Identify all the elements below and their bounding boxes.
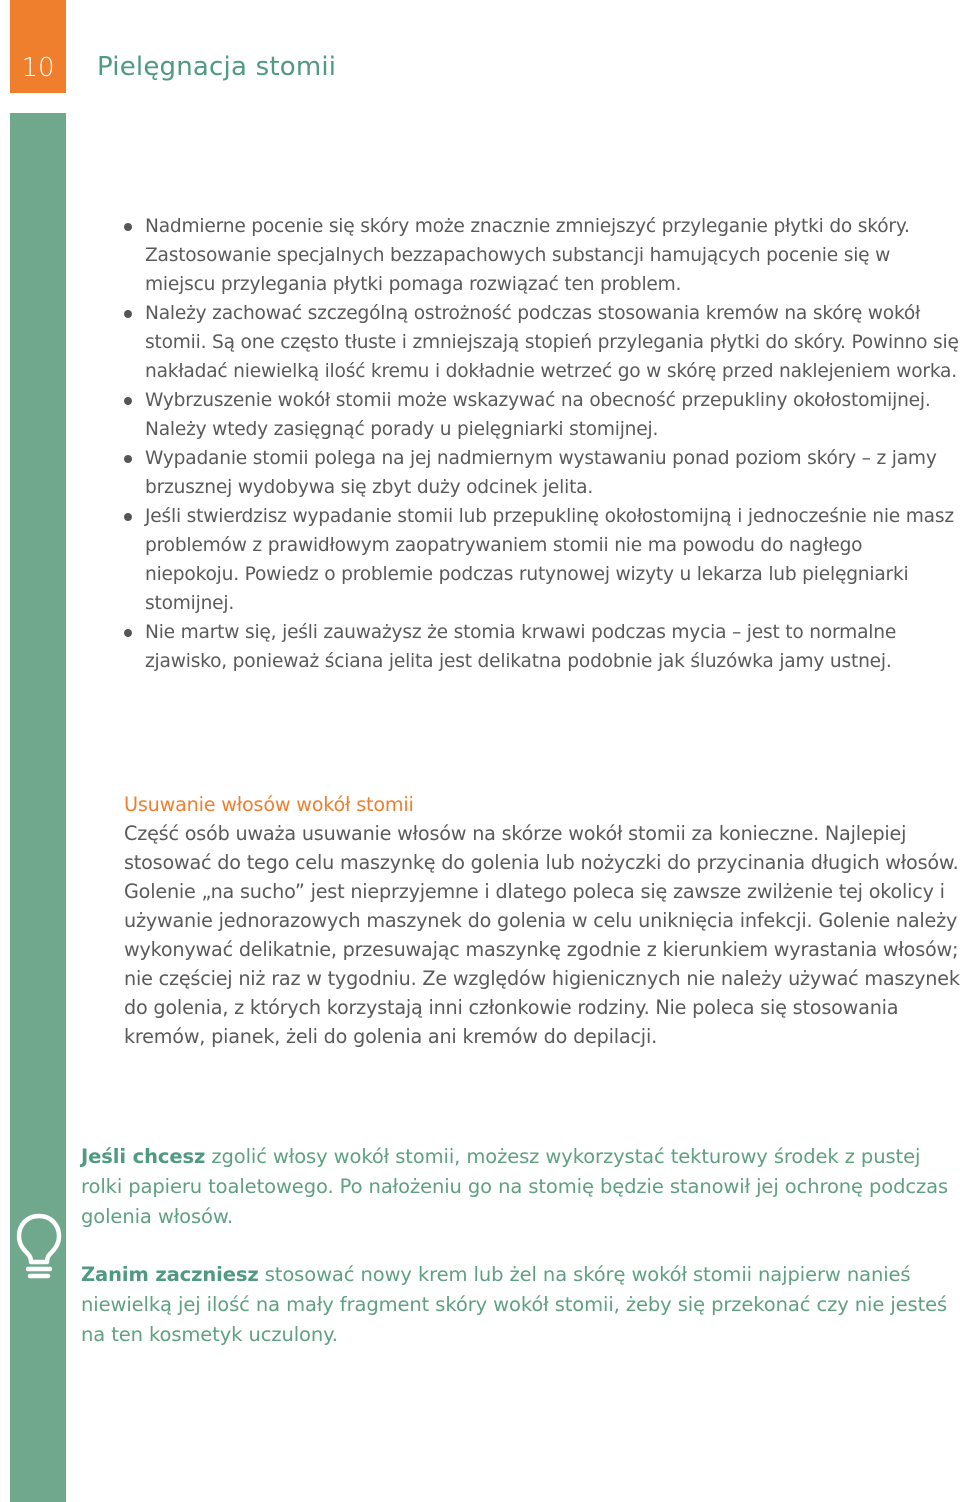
bullet-icon (124, 455, 132, 463)
list-item (124, 386, 960, 444)
list-item-text: Jeśli stwierdzisz wypadanie stomii lub przepuklinę okołostomijną i jednocześnie nie masz problemów z prawidłowym zaopatrywaniem stomii nie ma powodu do nagłego niepokoju. Powiedz o problemie podczas rutynowej wizyty u lekarza lub pielęgniarki stomijnej. (145, 506, 954, 614)
bullet-icon (124, 310, 132, 318)
list-item (124, 444, 960, 502)
list-item-text: Wypadanie stomii polega na jej nadmiernym wystawaniu ponad poziom skóry – z jamy brzusznej wydobywa się zbyt duży odcinek jelita. (145, 448, 937, 498)
hair-removal-section (124, 790, 960, 1051)
list-item-text: Nie martw się, jeśli zauważysz że stomia krwawi podczas mycia – jest to normalne zjawisko, ponieważ ściana jelita jest delikatna podobnie jak śluzówka jamy ustnej. (145, 622, 897, 672)
list-item-text: Nadmierne pocenie się skóry może znacznie zmniejszyć przyleganie płytki do skóry. Zastosowanie specjalnych bezzapachowych substancji hamujących pocenie się w miejscu przylegania płytki pomaga rozwiązać ten problem. (145, 216, 910, 295)
bullet-icon (124, 223, 132, 231)
list-item (124, 618, 960, 676)
tip-lead: Jeśli chcesz (81, 1145, 206, 1168)
tips-box (81, 1142, 951, 1378)
section-body: Część osób uważa usuwanie włosów na skórze wokół stomii za konieczne. Najlepiej stosować do tego celu maszynkę do golenia lub nożyczki do przycinania długich włosów. Golenie „na sucho” jest nieprzyjemne i dlatego poleca się zawsze zwilżenie tej okolicy i używanie jednorazowych maszynek do golenia w celu uniknięcia infekcji. Golenie należy wykonywać delikatnie, przesuwając maszynkę zgodnie z kierunkiem wyrastania włosów; nie częściej niż raz w tygodniu. Ze względów higienicznych nie należy używać maszynek do golenia, z których korzystają inni członkowie rodziny. Nie poleca się stosowania kremów, pianek, żeli do golenia ani kremów do depilacji. (124, 822, 960, 1048)
tip-text: zgolić włosy wokół stomii, możesz wykorzystać tekturowy środek z pustej rolki papieru toaletowego. Po nałożeniu go na stomię będzie stanowił jej ochronę podczas golenia włosów. (81, 1145, 949, 1228)
sidebar-band (10, 113, 66, 1502)
page-number: 10 (21, 53, 55, 83)
list-item-text: Należy zachować szczególną ostrożność podczas stosowania kremów na skórę wokół stomii. Są one często tłuste i zmniejszają stopień przylegania płytki do skóry. Powinno się nakładać niewielką ilość kremu i dokładnie wetrzeć go w skórę przed naklejeniem worka. (145, 303, 959, 382)
section-heading: Usuwanie włosów wokół stomii (124, 793, 414, 816)
list-item (124, 502, 960, 618)
page-title: Pielęgnacja stomii (97, 52, 337, 82)
bullet-icon (124, 629, 132, 637)
tip-text: stosować nowy krem lub żel na skórę wokół stomii najpierw nanieś niewielką jej ilość na mały fragment skóry wokół stomii, żeby się przekonać czy nie jesteś na ten kosmetyk uczulony. (81, 1263, 948, 1346)
tip-paragraph (81, 1260, 951, 1350)
tip-lead: Zanim zaczniesz (81, 1263, 259, 1286)
lightbulb-icon (14, 1210, 64, 1280)
list-item (124, 299, 960, 386)
list-item-text: Wybrzuszenie wokół stomii może wskazywać na obecność przepukliny okołostomijnej. Należy wtedy zasięgnąć porady u pielęgniarki stomijnej. (145, 390, 931, 440)
page-number-badge (10, 0, 66, 93)
list-item (124, 212, 960, 299)
tip-paragraph (81, 1142, 951, 1232)
bullet-icon (124, 513, 132, 521)
bullet-list (124, 212, 960, 676)
bullet-icon (124, 397, 132, 405)
